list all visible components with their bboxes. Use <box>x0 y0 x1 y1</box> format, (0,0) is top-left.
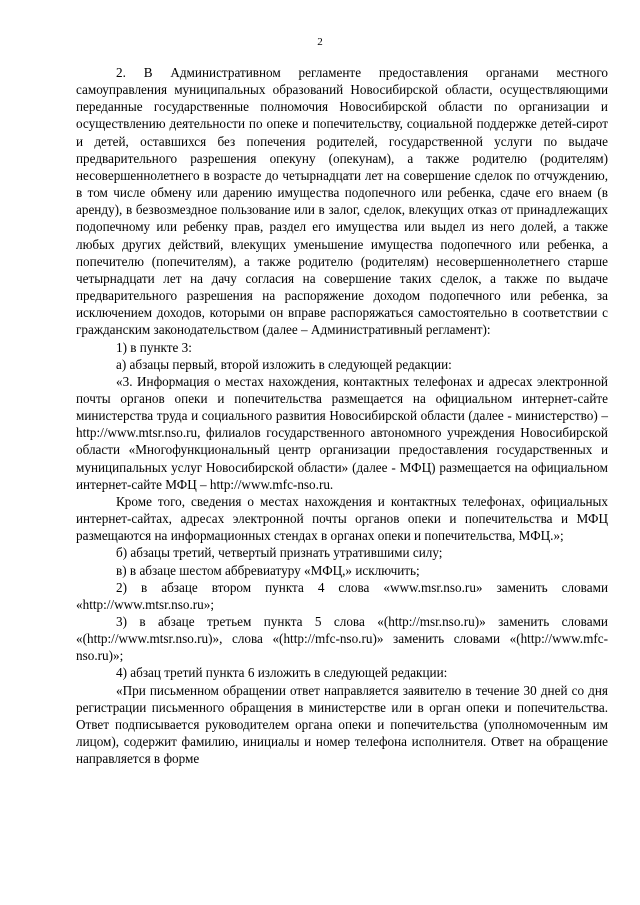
paragraph-item-1v: в) в абзаце шестом аббревиатуру «МФЦ,» исключить; <box>116 562 420 578</box>
paragraph-item-1: 1) в пункте 3: <box>116 339 192 355</box>
document-body <box>76 64 608 767</box>
paragraph-item-4: 4) абзац третий пункта 6 изложить в следующей редакции: <box>116 665 448 681</box>
paragraph-item-2: 2) в абзаце втором пункта 4 слова «www.msr.nso.ru» заменить словами «http://www.mtsr.nso.ru»; <box>76 579 608 612</box>
paragraph-clause-3-text: «3. Информация о местах нахождения, контактных телефонах и адресах электронной почты органов опеки и попечительства размещается на официальном интернет-сайте министерства труда и социального развития Новосибирской области (далее - министерство) – http://www.mtsr.nso.ru, филиалов государственного автономного учреждения Новосибирской области «Многофункциональный центр организации предоставления государственных и муниципальных услуг Новосибирской области» (далее - МФЦ) размещается на официальном интернет-сайте МФЦ – http://www.mfc-nso.ru. <box>76 373 608 492</box>
paragraph-item-1b: б) абзацы третий, четвертый признать утратившими силу; <box>116 545 443 561</box>
paragraph-item-1a: а) абзацы первый, второй изложить в следующей редакции: <box>116 356 452 372</box>
paragraph-amendment-intro: 2. В Административном регламенте предоставления органами местного самоуправления муниципальных образований Новосибирской области, осуществляющими переданные государственные полномочия Новосибирской области по организации и осуществлению деятельности по опеке и попечительству, социальной поддержке детей-сирот и детей, оставшихся без попечения родителей, государственной услуги по выдаче предварительного разрешения опекуну (опекунам), а также родителю (родителям) несовершеннолетнего в возрасте до четырнадцати лет на совершение сделок по отчуждению, в том числе обмену или дарению имущества подопечного или ребенка, сдаче его внаем (в аренду), в безвозмездное пользование или в залог, сделок, влекущих отказ от принадлежащих подопечному или ребенку прав, раздел его имущества или выдел из него долей, а также любых других действий, влекущих уменьшение имущества подопечного или ребенка, а попечителю (попечителям), а также родителю (родителям) несовершеннолетнего старше четырнадцати лет на дачу согласия на совершение таких сделок, а также по выдаче предварительного разрешения на распоряжение доходом подопечного или ребенка, за исключением доходов, которыми он вправе распоряжаться самостоятельно в соответствии с гражданским законодательством (далее – Административный регламент): <box>76 65 608 338</box>
paragraph-item-3: 3) в абзаце третьем пункта 5 слова «(http://msr.nso.ru)» заменить словами «(http://www.mtsr.nso.ru)», слова «(http://mfc-nso.ru)» заменить словами «(http://www.mfc-nso.ru)»; <box>76 614 608 664</box>
paragraph-clause-6-text: «При письменном обращении ответ направляется заявителю в течение 30 дней со дня регистрации письменного обращения в министерстве или в орган опеки и попечительства. Ответ подписывается руководителем органа опеки и попечительства (уполномоченным им лицом), содержит фамилию, инициалы и номер телефона исполнителя. Ответ на обращение направляется в форме <box>76 682 608 767</box>
paragraph-clause-3-continued: Кроме того, сведения о местах нахождения и контактных телефонах, официальных интернет-сайтах, адресах электронной почты органов опеки и попечительства и МФЦ размещаются на информационных стендах в органах опеки и попечительства, МФЦ.»; <box>76 493 608 544</box>
page-number: 2 <box>317 36 323 48</box>
